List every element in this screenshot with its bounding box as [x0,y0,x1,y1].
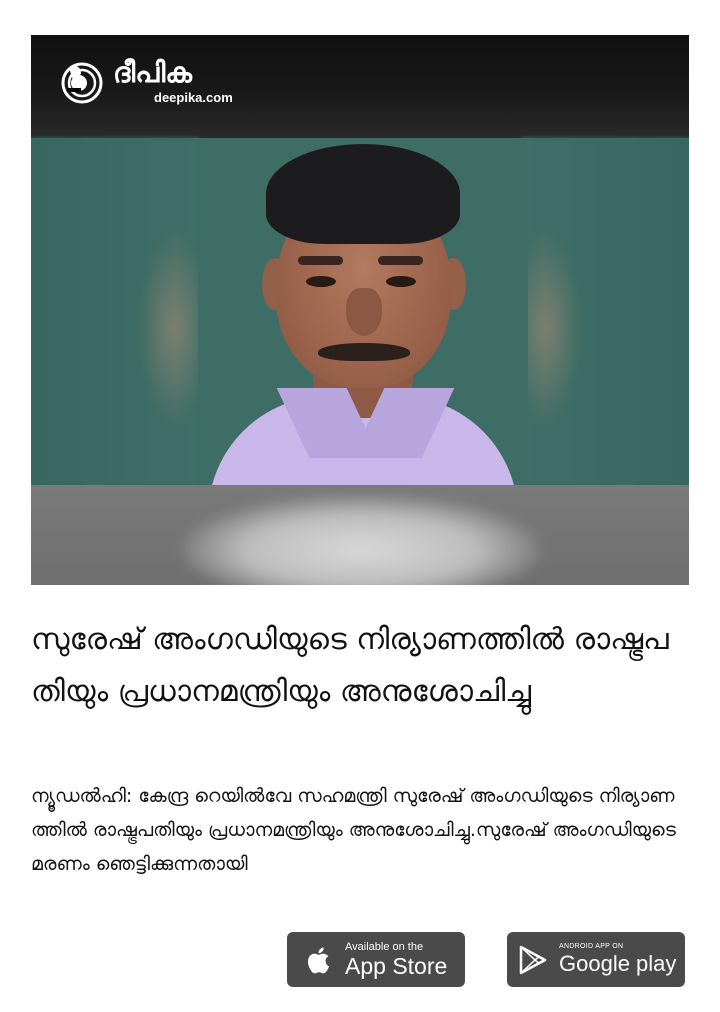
hero-bottom-band [31,485,689,585]
portrait-photo [198,138,528,485]
logo-text: ദീപിക [113,56,192,89]
eyebrow-right [378,256,423,265]
blurred-edge-right [521,138,689,485]
logo-domain: deepika.com [154,90,233,105]
deepika-logo-icon [61,62,103,104]
mustache [318,343,410,361]
google-play-big: Google play [559,951,677,976]
eye-right [386,276,416,287]
play-triangle-icon [515,942,551,978]
google-play-badge[interactable] [507,932,685,987]
app-store-big: App Store [345,952,448,979]
app-store-badge[interactable] [287,932,465,987]
app-store-small: Available on the [345,940,424,953]
hero-image [31,35,689,585]
blurred-glow [181,495,541,585]
article-summary: ന്യൂഡൽഹി: കേന്ദ്ര റെയിൽവേ സഹമന്ത്രി സുരേഷ് അംഗഡിയുടെ നിര്യാണത്തിൽ രാഷ്ട്രപതിയും പ്രധാനമന്ത്രിയും അനുശോചിച്ചു.സുരേഷ് അംഗഡിയുടെ മരണം ഞെട്ടിക്കുന്നതായി [31,785,676,875]
google-play-small: ANDROID APP ON [559,943,624,950]
google-play-text [559,942,676,977]
apple-icon [301,942,337,978]
deepika-logo[interactable] [61,56,261,108]
blurred-edge-left [31,138,199,485]
eyebrow-left [298,256,343,265]
app-store-text [345,941,447,979]
hero-photo-area [31,138,689,485]
nose [346,288,382,336]
article-headline[interactable]: സുരേഷ് അംഗഡിയുടെ നിര്യാണത്തിൽ രാഷ്ട്രപതിയും പ്രധാനമന്ത്രിയും അനുശോചിച്ചു [31,622,669,709]
eye-left [306,276,336,287]
hair [266,144,460,244]
